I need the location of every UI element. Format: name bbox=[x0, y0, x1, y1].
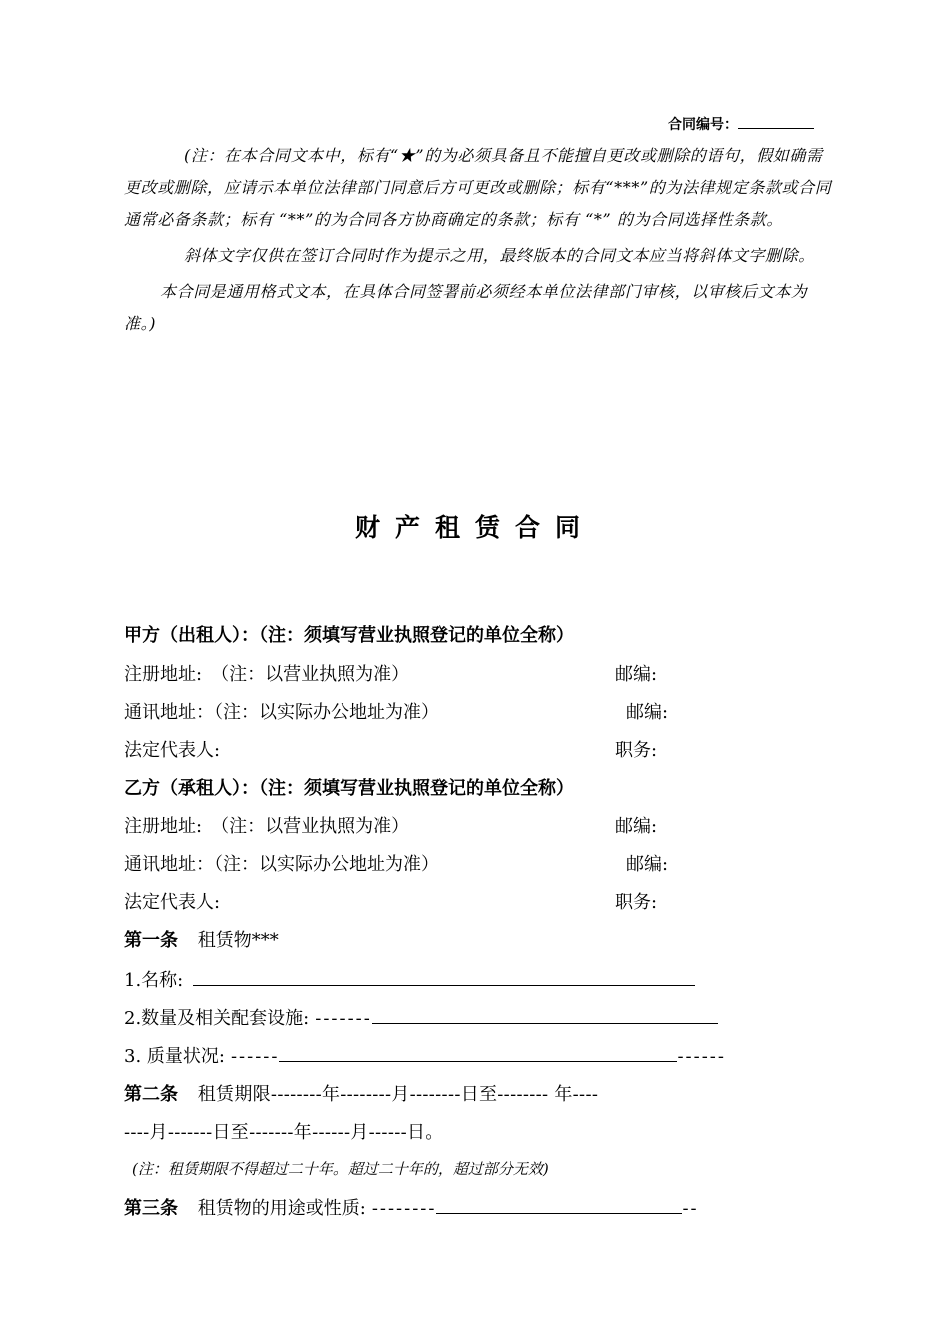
item-3-dash-b: ------ bbox=[677, 1046, 726, 1067]
party-a-position: 职务: bbox=[615, 740, 658, 761]
party-a-legal-rep: 法定代表人: bbox=[124, 740, 221, 761]
article-1-item-3 bbox=[124, 1042, 726, 1072]
article-1-item-1 bbox=[124, 966, 695, 996]
contract-number-label: 合同编号： bbox=[668, 117, 738, 133]
document-title: 财产租赁合同 bbox=[354, 513, 595, 542]
article-1-heading bbox=[124, 926, 279, 956]
article-2-line-1 bbox=[124, 1080, 598, 1110]
article-3 bbox=[124, 1194, 699, 1224]
contract-number bbox=[668, 114, 814, 134]
party-b-postcode-1: 邮编: bbox=[615, 816, 658, 837]
party-a-reg-address: 注册地址: （注：以营业执照为准） bbox=[124, 664, 410, 685]
article-3-number: 第三条 bbox=[124, 1198, 178, 1219]
article-2-line-2: ----月-------日至-------年------月------日。 bbox=[124, 1122, 444, 1143]
article-3-blank[interactable] bbox=[436, 1213, 682, 1214]
article-1-item-2 bbox=[124, 1004, 718, 1034]
party-b-position: 职务: bbox=[615, 892, 658, 913]
article-2-note: (注：租赁期限不得超过二十年。超过二十年的，超过部分无效) bbox=[132, 1160, 549, 1178]
party-b-reg-address: 注册地址: （注：以营业执照为准） bbox=[124, 816, 410, 837]
note-paragraph-2: 斜体文字仅供在签订合同时作为提示之用，最终版本的合同文本应当将斜体文字删除。 bbox=[184, 246, 815, 265]
party-a-postcode-2: 邮编: bbox=[626, 702, 669, 723]
party-b-heading: 乙方（承租人）：（注：须填写营业执照登记的单位全称） bbox=[124, 778, 574, 799]
party-a-mail-address: 通讯地址：（注：以实际办公地址为准） bbox=[124, 702, 439, 723]
article-3-dash-b: -- bbox=[682, 1198, 699, 1219]
item-2-label: 2.数量及相关配套设施: bbox=[124, 1008, 310, 1029]
party-b-mail-address: 通讯地址：（注：以实际办公地址为准） bbox=[124, 854, 439, 875]
article-3-dash-a: -------- bbox=[371, 1198, 437, 1219]
contract-number-blank[interactable] bbox=[738, 128, 814, 129]
item-3-dash-a: ------ bbox=[230, 1046, 280, 1067]
notes-block bbox=[124, 140, 834, 340]
article-2-term: 租赁期限--------年--------月--------日至-------- 年---- bbox=[197, 1084, 599, 1105]
item-2-blank[interactable] bbox=[372, 1023, 718, 1024]
item-1-label: 1.名称: bbox=[124, 970, 184, 991]
party-a-heading: 甲方（出租人）：（注：须填写营业执照登记的单位全称） bbox=[124, 625, 574, 646]
party-b-legal-rep: 法定代表人: bbox=[124, 892, 221, 913]
article-1-title: 租赁物*** bbox=[197, 930, 279, 951]
item-3-label: 3. 质量状况: bbox=[124, 1046, 225, 1067]
note-paragraph-3: 本合同是通用格式文本，在具体合同签署前必须经本单位法律部门审核，以审核后文本为准。) bbox=[124, 282, 808, 333]
item-1-name-blank[interactable] bbox=[193, 985, 695, 986]
article-3-title: 租赁物的用途或性质: bbox=[197, 1198, 366, 1219]
note-paragraph-1: (注：在本合同文本中，标有“★”的为必须具备且不能擅自更改或删除的语句，假如确需更改或删除，应请示本单位法律部门同意后方可更改或删除；标有“***”的为法律规定条款或合同通常必备条款；标有 “**”的为合同各方协商确定的条款；标有 “*” 的为合同选择性条款。 bbox=[124, 146, 832, 229]
article-2-number: 第二条 bbox=[124, 1084, 178, 1105]
item-3-blank[interactable] bbox=[279, 1061, 677, 1062]
item-2-dash: ------- bbox=[315, 1008, 372, 1029]
article-1-number: 第一条 bbox=[124, 930, 178, 951]
party-a-postcode-1: 邮编: bbox=[615, 664, 658, 685]
party-b-postcode-2: 邮编: bbox=[626, 854, 669, 875]
